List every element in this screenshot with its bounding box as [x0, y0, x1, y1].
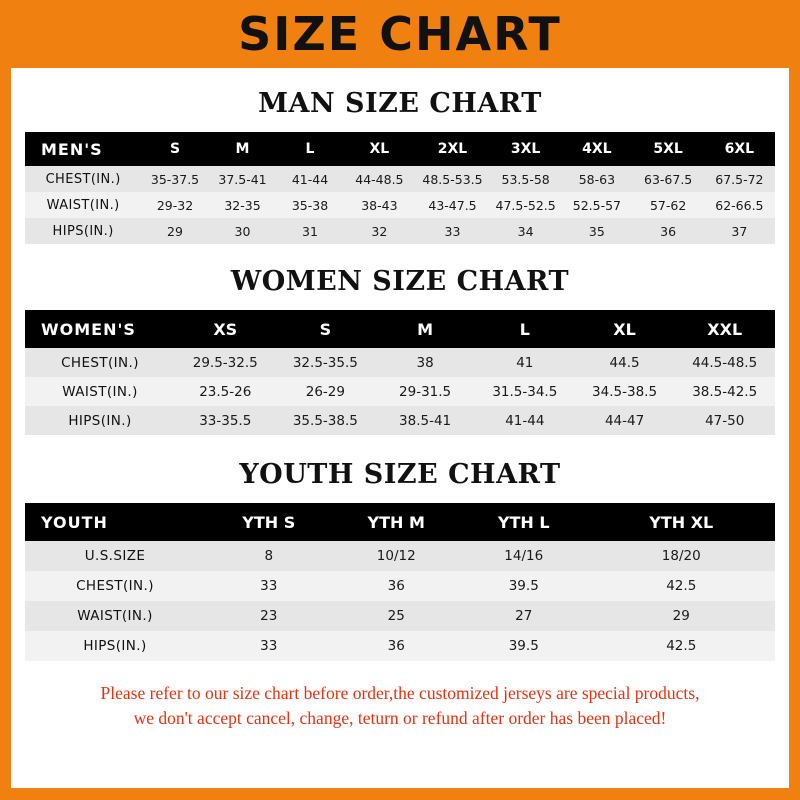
banner-title: SIZE CHART: [238, 7, 562, 61]
women-cell: 34.5-38.5: [575, 377, 675, 406]
man-row-label: HIPS(IN.): [25, 218, 141, 244]
man-cell: 37.5-41: [209, 166, 277, 192]
women-cell: 26-29: [275, 377, 375, 406]
man-row-label: CHEST(IN.): [25, 166, 141, 192]
women-col-header: L: [475, 310, 575, 348]
youth-section-title: YOUTH SIZE CHART: [239, 459, 561, 490]
table-row: [25, 348, 775, 377]
youth-cell: 29: [588, 601, 776, 631]
table-row: [25, 192, 775, 218]
man-col-header: S: [141, 132, 209, 166]
man-cell: 35-37.5: [141, 166, 209, 192]
women-table-body: [25, 348, 775, 435]
youth-cell: 14/16: [460, 541, 588, 571]
youth-cell: 36: [333, 571, 461, 601]
youth-cell: 39.5: [460, 631, 588, 661]
women-cell: 38: [375, 348, 475, 377]
man-cell: 34: [490, 218, 561, 244]
man-size-table-wrap: [25, 132, 775, 244]
youth-size-table: [25, 503, 775, 661]
women-table-head: [25, 310, 775, 348]
women-col-header: M: [375, 310, 475, 348]
women-cell: 32.5-35.5: [275, 348, 375, 377]
man-cell: 58-63: [561, 166, 632, 192]
youth-col-header: YTH M: [333, 503, 461, 541]
man-row-label: WAIST(IN.): [25, 192, 141, 218]
man-col-header: 5XL: [633, 132, 704, 166]
youth-size-table-wrap: [25, 503, 775, 661]
youth-header-row: [25, 503, 775, 541]
women-cell: 44.5-48.5: [674, 348, 775, 377]
women-row-label: CHEST(IN.): [25, 348, 175, 377]
man-cell: 47.5-52.5: [490, 192, 561, 218]
women-header-row: [25, 310, 775, 348]
man-size-table: [25, 132, 775, 244]
table-row: [25, 406, 775, 435]
women-row-label: WAIST(IN.): [25, 377, 175, 406]
man-cell: 36: [633, 218, 704, 244]
man-cell: 30: [209, 218, 277, 244]
youth-cell: 10/12: [333, 541, 461, 571]
policy-note-line-1: Please refer to our size chart before order,the customized jerseys are special products,: [100, 683, 700, 703]
women-cell: 38.5-41: [375, 406, 475, 435]
table-row: [25, 601, 775, 631]
man-cell: 32-35: [209, 192, 277, 218]
women-corner-header: WOMEN'S: [25, 310, 175, 348]
youth-cell: 42.5: [588, 631, 776, 661]
women-cell: 44.5: [575, 348, 675, 377]
table-row: [25, 541, 775, 571]
man-table-head: [25, 132, 775, 166]
women-cell: 33-35.5: [175, 406, 275, 435]
banner: [0, 0, 800, 68]
man-col-header: M: [209, 132, 277, 166]
man-cell: 52.5-57: [561, 192, 632, 218]
women-cell: 31.5-34.5: [475, 377, 575, 406]
man-cell: 62-66.5: [704, 192, 775, 218]
man-cell: 67.5-72: [704, 166, 775, 192]
man-col-header: L: [276, 132, 344, 166]
man-col-header: XL: [344, 132, 415, 166]
table-row: [25, 571, 775, 601]
man-cell: 37: [704, 218, 775, 244]
women-cell: 41: [475, 348, 575, 377]
man-section-title: MAN SIZE CHART: [258, 88, 542, 119]
youth-cell: 42.5: [588, 571, 776, 601]
table-row: [25, 377, 775, 406]
youth-cell: 39.5: [460, 571, 588, 601]
women-cell: 29-31.5: [375, 377, 475, 406]
table-row: [25, 166, 775, 192]
women-size-table: [25, 310, 775, 435]
man-cell: 29: [141, 218, 209, 244]
women-cell: 38.5-42.5: [674, 377, 775, 406]
youth-table-body: [25, 541, 775, 661]
youth-table-head: [25, 503, 775, 541]
content: [11, 88, 789, 732]
women-cell: 41-44: [475, 406, 575, 435]
women-col-header: XL: [575, 310, 675, 348]
women-cell: 23.5-26: [175, 377, 275, 406]
youth-row-label: WAIST(IN.): [25, 601, 205, 631]
youth-cell: 33: [205, 571, 333, 601]
policy-note: [25, 681, 775, 732]
man-cell: 48.5-53.5: [415, 166, 490, 192]
man-header-row: [25, 132, 775, 166]
man-cell: 38-43: [344, 192, 415, 218]
youth-col-header: YTH S: [205, 503, 333, 541]
women-col-header: S: [275, 310, 375, 348]
women-cell: 35.5-38.5: [275, 406, 375, 435]
man-cell: 44-48.5: [344, 166, 415, 192]
youth-cell: 23: [205, 601, 333, 631]
youth-cell: 25: [333, 601, 461, 631]
youth-cell: 36: [333, 631, 461, 661]
table-row: [25, 631, 775, 661]
man-cell: 35-38: [276, 192, 344, 218]
youth-row-label: CHEST(IN.): [25, 571, 205, 601]
man-col-header: 3XL: [490, 132, 561, 166]
man-cell: 53.5-58: [490, 166, 561, 192]
women-row-label: HIPS(IN.): [25, 406, 175, 435]
man-cell: 57-62: [633, 192, 704, 218]
women-section-title: WOMEN SIZE CHART: [230, 266, 570, 297]
man-cell: 35: [561, 218, 632, 244]
policy-note-line-2: we don't accept cancel, change, teturn or refund after order has been placed!: [133, 708, 667, 729]
man-table-body: [25, 166, 775, 244]
youth-corner-header: YOUTH: [25, 503, 205, 541]
man-cell: 63-67.5: [633, 166, 704, 192]
man-corner-header: MEN'S: [25, 132, 141, 166]
women-size-table-wrap: [25, 310, 775, 435]
man-col-header: 6XL: [704, 132, 775, 166]
man-col-header: 2XL: [415, 132, 490, 166]
table-row: [25, 218, 775, 244]
women-cell: 44-47: [575, 406, 675, 435]
youth-col-header: YTH XL: [588, 503, 776, 541]
youth-cell: 8: [205, 541, 333, 571]
youth-cell: 33: [205, 631, 333, 661]
youth-cell: 18/20: [588, 541, 776, 571]
man-cell: 43-47.5: [415, 192, 490, 218]
youth-row-label: U.S.SIZE: [25, 541, 205, 571]
man-cell: 31: [276, 218, 344, 244]
women-cell: 29.5-32.5: [175, 348, 275, 377]
women-col-header: XXL: [674, 310, 775, 348]
women-col-header: XS: [175, 310, 275, 348]
man-cell: 29-32: [141, 192, 209, 218]
youth-col-header: YTH L: [460, 503, 588, 541]
man-col-header: 4XL: [561, 132, 632, 166]
man-cell: 33: [415, 218, 490, 244]
youth-row-label: HIPS(IN.): [25, 631, 205, 661]
youth-cell: 27: [460, 601, 588, 631]
women-cell: 47-50: [674, 406, 775, 435]
bottom-accent-bar: [0, 788, 800, 800]
man-cell: 32: [344, 218, 415, 244]
man-cell: 41-44: [276, 166, 344, 192]
